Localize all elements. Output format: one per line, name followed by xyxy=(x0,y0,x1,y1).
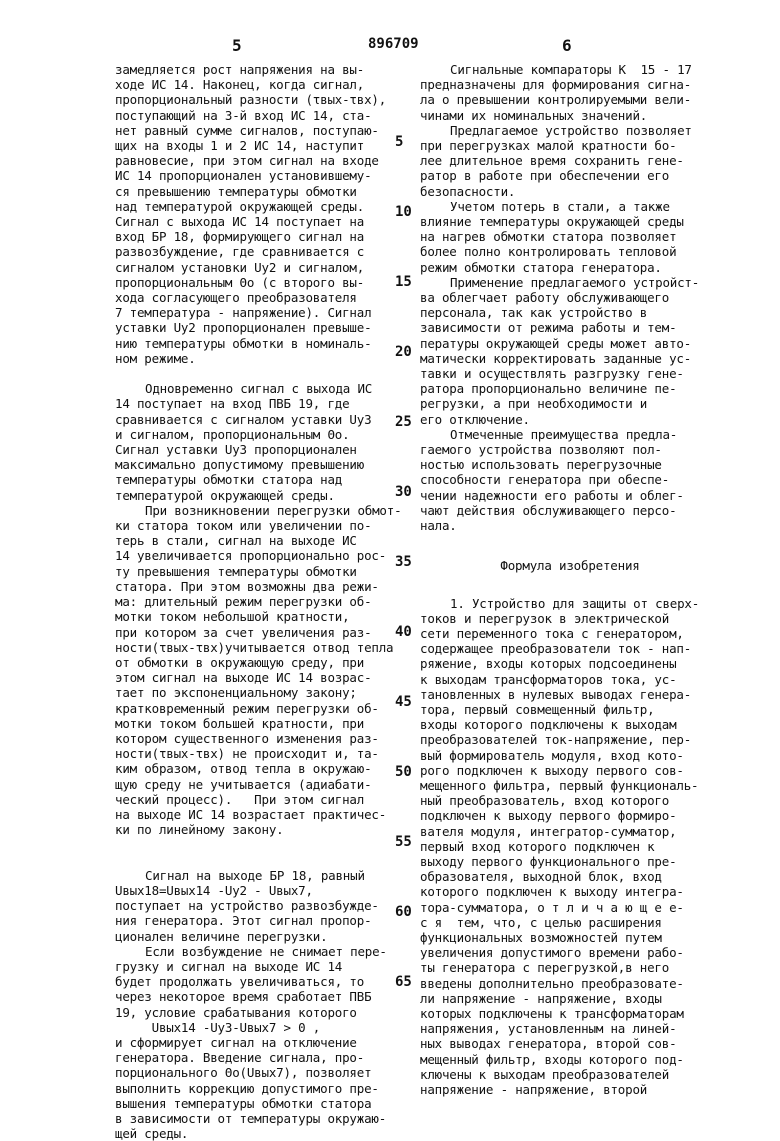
line-number: 30 xyxy=(395,484,412,500)
text-line: ли напряжение - напряжение, входы xyxy=(420,990,662,1006)
text-line: ходе ИС 14. Наконец, когда сигнал, xyxy=(115,77,365,93)
line-number: 25 xyxy=(395,414,412,430)
text-line: в зависимости от температуры окружаю- xyxy=(115,1110,387,1126)
patent-number: 896709 xyxy=(368,36,419,52)
line-number: 60 xyxy=(395,904,412,920)
text-line: температуры обмотки статора над xyxy=(115,472,343,488)
text-line: которого подключен к выходу интегра- xyxy=(420,884,684,900)
text-line: ционален величине перегрузки. xyxy=(115,928,328,944)
text-line: тавки и осуществлять разгрузку гене- xyxy=(420,366,684,382)
text-line: ния генератора. Этот сигнал пропор- xyxy=(115,913,372,929)
text-line: тает по экспоненциальному закону; xyxy=(115,685,357,701)
text-line: Uвых14 -Uу3-Uвых7 > 0 , xyxy=(115,1019,321,1035)
text-line: и сформирует сигнал на отключение xyxy=(115,1034,357,1050)
text-line: через некоторое время сработает ПВБ xyxy=(115,989,372,1005)
text-line: более полно контролировать тепловой xyxy=(420,244,677,260)
text-line: чении надежности его работы и облег- xyxy=(420,487,684,503)
text-line: Если возбуждение не снимает пере- xyxy=(145,943,387,959)
text-line: развозбуждение, где сравнивается с xyxy=(115,244,365,260)
text-line: пропорциональный разности (τвых-τвх), xyxy=(115,92,387,108)
text-line: 19, условие срабатывания которого xyxy=(115,1004,357,1020)
text-line: регрузки, а при необходимости и xyxy=(420,396,648,412)
right-text-column xyxy=(420,62,720,1097)
text-line: сети переменного тока с генератором, xyxy=(420,625,684,641)
text-line: от обмотки в окружающую среду, при xyxy=(115,654,365,670)
text-line: ты генератора с перегрузкой,в него xyxy=(420,960,670,976)
text-line: температурой окружающей среды. xyxy=(115,487,335,503)
text-line: уставки Uу2 пропорционален превыше- xyxy=(115,320,372,336)
text-line: мещенный фильтр, входы которого под- xyxy=(420,1051,684,1067)
text-line: гаемого устройства позволяют пол- xyxy=(420,442,662,458)
text-line: щих на входы 1 и 2 ИС 14, наступит xyxy=(115,138,365,154)
text-line: 1. Устройство для защиты от сверх- xyxy=(450,595,700,611)
text-line: лее длительное время сохранить гене- xyxy=(420,153,684,169)
text-line: выполнить коррекцию допустимого пре- xyxy=(115,1080,379,1096)
text-line: его отключение. xyxy=(420,411,530,427)
text-line: ту превышения температуры обмотки xyxy=(115,563,357,579)
text-line: образователя, выходной блок, вход xyxy=(420,869,662,885)
text-line: чают действия обслуживающего персо- xyxy=(420,502,677,518)
text-line: вый формирователь модуля, вход кото- xyxy=(420,747,684,763)
line-number: 20 xyxy=(395,344,412,360)
text-line: тора, первый совмещенный фильтр, xyxy=(420,701,655,717)
text-line: ки по линейному закону. xyxy=(115,822,284,838)
text-line: Сигнал уставки Uу3 пропорционален xyxy=(115,442,357,458)
text-line: 14 поступает на вход ПВБ 19, где xyxy=(115,396,350,412)
text-line: пропорциональным Θо (с второго вы- xyxy=(115,274,365,290)
text-line: вателя модуля, интегратор-сумматор, xyxy=(420,823,677,839)
text-line: которых подключены к трансформаторам xyxy=(420,1005,684,1021)
text-line: ма: длительный режим перегрузки об- xyxy=(115,594,372,610)
text-line: входы которого подключены к выходам xyxy=(420,717,677,733)
text-line: ряжение, входы которых подсоединены xyxy=(420,656,677,672)
text-line: тора-сумматора, о т л и ч а ю щ е е- xyxy=(420,899,684,915)
text-line: равновесие, при этом сигнал на входе xyxy=(115,153,379,169)
text-line: ратор в работе при обеспечении его xyxy=(420,168,670,184)
text-line: ных выводах генератора, второй сов- xyxy=(420,1036,677,1052)
text-line: преобразователей ток-напряжение, пер- xyxy=(420,732,692,748)
text-line: Предлагаемое устройство позволяет xyxy=(450,122,692,138)
text-line: токов и перегрузок в электрической xyxy=(420,610,670,626)
text-line: Применение предлагаемого устройст- xyxy=(450,274,700,290)
text-line: мотки током большей кратности, при xyxy=(115,715,365,731)
text-line: 7 температура - напряжение). Сигнал xyxy=(115,305,372,321)
text-line: Сигнал на выходе БР 18, равный xyxy=(145,867,365,883)
page-number-right: 6 xyxy=(562,36,572,55)
text-line: режим обмотки статора генератора. xyxy=(420,259,662,275)
text-line: замедляется рост напряжения на вы- xyxy=(115,62,365,77)
line-number: 10 xyxy=(395,204,412,220)
text-line: и сигналом, пропорциональным Θо. xyxy=(115,426,350,442)
line-number: 35 xyxy=(395,554,412,570)
text-line: при котором за счет увеличения раз- xyxy=(115,624,372,640)
text-line: тановленных в нулевых выводах генера- xyxy=(420,686,692,702)
text-line: ный преобразователь, вход которого xyxy=(420,793,670,809)
text-line: будет продолжать увеличиваться, то xyxy=(115,974,365,990)
text-line: ким образом, отвод тепла в окружаю- xyxy=(115,761,372,777)
text-line: матически корректировать заданные ус- xyxy=(420,350,692,366)
text-line: терь в стали, сигнал на выходе ИС xyxy=(115,533,357,549)
text-line: способности генератора при обеспе- xyxy=(420,472,670,488)
text-line: напряжение - напряжение, второй xyxy=(420,1082,648,1097)
text-line: на выходе ИС 14 возрастает практичес- xyxy=(115,806,387,822)
text-line: ла о превышении контролируемыми вели- xyxy=(420,92,692,108)
text-line: ном режиме. xyxy=(115,350,196,366)
text-line: первый вход которого подключен к xyxy=(420,838,655,854)
line-number: 15 xyxy=(395,274,412,290)
text-line: влияние температуры окружающей среды xyxy=(420,214,684,230)
text-line: поступающий на 3-й вход ИС 14, ста- xyxy=(115,107,372,123)
text-line: поступает на устройство развозбужде- xyxy=(115,898,379,914)
text-line: котором существенного изменения раз- xyxy=(115,730,379,746)
text-line: с я тем, что, с целью расширения xyxy=(420,914,662,930)
text-line: порционального Θо(Uвых7), позволяет xyxy=(115,1065,372,1081)
text-line: пературы окружающей среды может авто- xyxy=(420,335,692,351)
line-number: 55 xyxy=(395,834,412,850)
text-line: генератора. Введение сигнала, про- xyxy=(115,1050,365,1066)
text-line: на нагрев обмотки статора позволяет xyxy=(420,229,677,245)
text-line: Сигнальные компараторы К 15 - 17 xyxy=(450,62,692,77)
blank-line xyxy=(115,366,405,381)
text-line: нет равный сумме сигналов, поступаю- xyxy=(115,122,379,138)
text-line: щей среды. xyxy=(115,1126,189,1141)
text-line: подключен к выходу первого формиро- xyxy=(420,808,677,824)
text-line: кратковременный режим перегрузки об- xyxy=(115,700,379,716)
text-line: мотки током небольшой кратности, xyxy=(115,609,350,625)
text-line: сравнивается с сигналом уставки Uу3 xyxy=(115,411,372,427)
text-line: Сигнал с выхода ИС 14 поступает на xyxy=(115,214,365,230)
text-line: Одновременно сигнал с выхода ИС xyxy=(145,381,373,397)
text-line: функциональных возможностей путем xyxy=(420,929,662,945)
text-line: вход БР 18, формирующего сигнал на xyxy=(115,229,365,245)
line-number: 40 xyxy=(395,624,412,640)
text-line: введены дополнительно преобразовате- xyxy=(420,975,684,991)
text-line: мещенного фильтра, первый функциональ- xyxy=(420,777,699,793)
text-line: рого подключен к выходу первого сов- xyxy=(420,762,684,778)
text-line: нию температуры обмотки в номиналь- xyxy=(115,335,372,351)
text-line: предназначены для формирования сигна- xyxy=(420,77,692,93)
line-number: 5 xyxy=(395,134,404,150)
text-line: щую среду не учитывается (адиабати- xyxy=(115,776,372,792)
text-line: безопасности. xyxy=(420,183,516,199)
text-line: ности(τвых-τвх) не происходит и, та- xyxy=(115,746,379,762)
text-line: при перегрузках малой кратности бо- xyxy=(420,138,677,154)
text-line: к выходам трансформаторов тока, ус- xyxy=(420,671,677,687)
text-line: персонала, так как устройство в xyxy=(420,305,648,321)
blank-line xyxy=(115,853,405,868)
text-line: хода согласующего преобразователя xyxy=(115,290,357,306)
blank-line xyxy=(115,837,405,852)
text-line: максимально допустимому превышению xyxy=(115,457,365,473)
text-line: напряжения, установленным на линей- xyxy=(420,1021,677,1037)
text-line: ратора пропорционально величине пе- xyxy=(420,381,677,397)
line-number: 65 xyxy=(395,974,412,990)
text-line: ности(τвых-τвх)учитывается отвод тепла xyxy=(115,639,394,655)
text-line: 14 увеличивается пропорционально рос- xyxy=(115,548,387,564)
text-line: этом сигнал на выходе ИС 14 возрас- xyxy=(115,670,372,686)
text-line: грузку и сигнал на выходе ИС 14 xyxy=(115,958,343,974)
text-line: увеличения допустимого времени рабо- xyxy=(420,945,684,961)
page-number-left: 5 xyxy=(232,36,242,55)
text-line: Учетом потерь в стали, а также xyxy=(450,198,670,214)
text-line: ки статора током или увеличении по- xyxy=(115,518,372,534)
text-line: чинами их номинальных значений. xyxy=(420,107,648,123)
text-line: статора. При этом возможны два режи- xyxy=(115,578,379,594)
text-line: содержащее преобразователи ток - нап- xyxy=(420,641,692,657)
text-line: Отмеченные преимущества предла- xyxy=(450,426,678,442)
text-line: Uвых18=Uвых14 -Uу2 - Uвых7, xyxy=(115,882,313,898)
text-line: над температурой окружающей среды. xyxy=(115,198,365,214)
text-line: ИС 14 пропорционален установившему- xyxy=(115,168,372,184)
text-line: сигналом установки Uу2 и сигналом, xyxy=(115,259,365,275)
text-line: ключены к выходам преобразователей xyxy=(420,1066,670,1082)
text-line: ва облегчает работу обслуживающего xyxy=(420,290,670,306)
text-line: ческий процесс). При этом сигнал xyxy=(115,791,365,807)
text-line: ностью использовать перегрузочные xyxy=(420,457,662,473)
text-line: вышения температуры обмотки статора xyxy=(115,1095,372,1111)
line-number: 50 xyxy=(395,764,412,780)
left-text-column xyxy=(115,62,405,1141)
text-line: нала. xyxy=(420,518,457,534)
formula-heading: Формула изобретения xyxy=(500,558,640,574)
text-line: ся превышению температуры обмотки xyxy=(115,183,357,199)
text-line: При возникновении перегрузки обмот- xyxy=(145,502,402,518)
text-line: выходу первого функционального пре- xyxy=(420,853,677,869)
text-line: зависимости от режима работы и тем- xyxy=(420,320,677,336)
line-number: 45 xyxy=(395,694,412,710)
